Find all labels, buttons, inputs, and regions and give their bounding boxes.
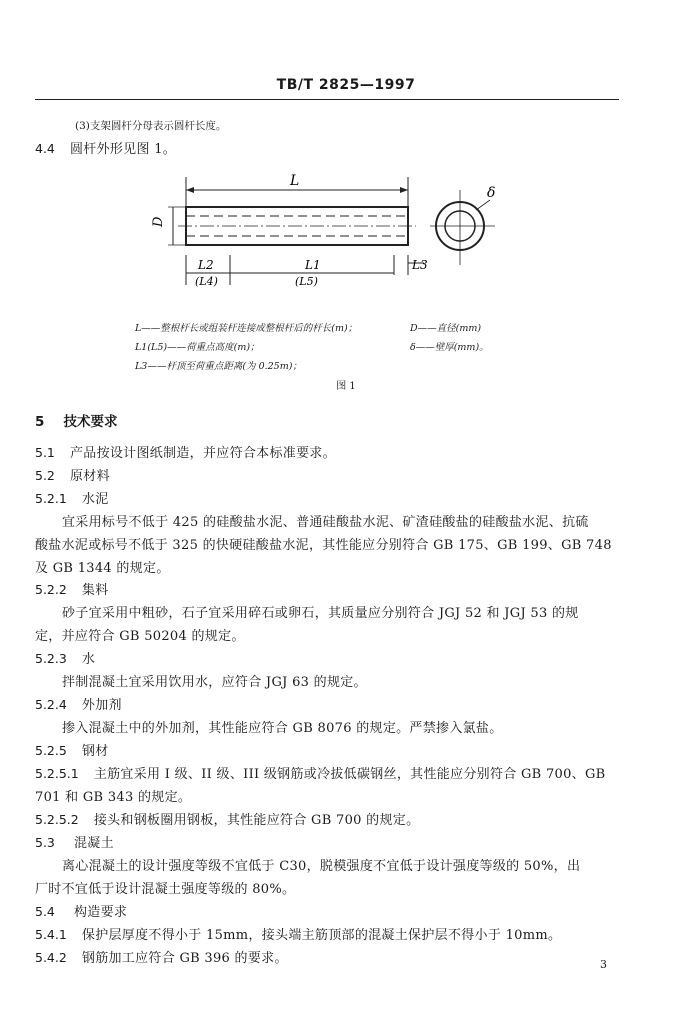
clause-number: 5.3	[35, 835, 55, 850]
clause-text: 原材料	[69, 469, 110, 484]
clause-number: 5.4.2	[35, 950, 67, 965]
clause-4-4	[35, 138, 176, 157]
section-5-heading	[35, 410, 118, 430]
clause-title: 集料	[81, 583, 109, 598]
arrow-icon	[400, 187, 408, 193]
clause-title: 水泥	[81, 492, 109, 507]
legend-D: D——直径(mm)	[410, 323, 482, 334]
label-L4: (L4)	[195, 275, 218, 288]
label-L3: L3	[412, 258, 428, 272]
label-delta: δ	[487, 185, 496, 201]
arrow-icon	[186, 187, 194, 193]
figure-caption: 图 1	[336, 381, 356, 392]
paragraph-line: 及 GB 1344 的规定。	[35, 561, 170, 576]
paragraph-line: 酸盐水泥或标号不低于 325 的快硬硅酸盐水泥，其性能应分别符合 GB 175、GB 199、GB 748	[35, 538, 612, 553]
legend-L: L——整根杆长或组装杆连接成整根杆后的杆长(m)；	[135, 323, 358, 334]
clause-number: 5.1	[35, 445, 55, 460]
clause-number: 5.2.4	[35, 697, 67, 712]
clause-text: 主筋宜采用 I 级、II 级、III 级钢筋或冷拔低碳钢丝，其性能应分别符合 GB 700、GB	[93, 767, 606, 782]
paragraph-line: 701 和 GB 343 的规定。	[35, 790, 192, 805]
label-L: L	[290, 173, 300, 189]
paragraph-line: 定，并应符合 GB 50204 的规定。	[35, 629, 245, 644]
clause-number: 5.2.3	[35, 651, 67, 666]
clause-5-1	[35, 442, 336, 461]
clause-5-4-2	[35, 947, 288, 966]
clause-number: 5.2.5.2	[35, 812, 79, 827]
clause-5-2-3	[35, 648, 95, 667]
paragraph-line: 拌制混凝土宜采用饮用水，应符合 JGJ 63 的规定。	[62, 675, 367, 690]
legend-delta: δ——壁厚(mm)。	[410, 342, 489, 353]
section-number: 5	[35, 414, 45, 430]
paragraph-line: 厂时不宜低于设计混凝土强度等级的 80%。	[35, 882, 296, 897]
leader-delta	[476, 200, 490, 210]
clause-title: 钢材	[81, 744, 109, 759]
clause-title: 混凝土	[73, 836, 114, 851]
figure-1-pole-drawing	[140, 165, 520, 300]
paragraph-line: 宜采用标号不低于 425 的硅酸盐水泥、普通硅酸盐水泥、矿渣硅酸盐的硅酸盐水泥、抗硫	[62, 515, 589, 530]
clause-number: 5.2	[35, 468, 55, 483]
clause-number: 5.4	[35, 904, 55, 919]
legend-L3: L3——杆顶至荷重点距离(为 0.25m)；	[135, 361, 302, 372]
clause-text: 接头和钢板圈用钢板，其性能应符合 GB 700 的规定。	[93, 813, 420, 828]
clause-title: 水	[81, 652, 96, 667]
clause-title: 构造要求	[73, 905, 128, 920]
clause-5-2-4	[35, 694, 122, 713]
clause-number: 5.2.5.1	[35, 766, 79, 781]
clause-text: 保护层厚度不得小于 15mm，接头端主筋顶部的混凝土保护层不得小于 10mm。	[81, 928, 562, 943]
clause-text: 钢筋加工应符合 GB 396 的要求。	[81, 951, 288, 966]
clause-5-2-2	[35, 579, 109, 598]
clause-5-4	[35, 901, 127, 920]
clause-number: 5.2.2	[35, 582, 67, 597]
clause-number: 5.2.1	[35, 491, 67, 506]
label-L2: L2	[198, 258, 214, 272]
paragraph-line: 掺入混凝土中的外加剂，其性能应符合 GB 8076 的规定。严禁掺入氯盐。	[62, 721, 503, 736]
section-title: 技术要求	[63, 414, 118, 430]
clause-number: 4.4	[35, 141, 55, 156]
header-rule	[35, 99, 619, 100]
label-L5: (L5)	[295, 275, 318, 288]
label-D: D	[151, 216, 166, 227]
label-L1: L1	[305, 258, 321, 272]
clause-text: 产品按设计图纸制造，并应符合本标准要求。	[69, 446, 336, 461]
paragraph-line: 砂子宜采用中粗砂，石子宜采用碎石或卵石，其质量应分别符合 JGJ 52 和 JGJ 53 的规	[62, 606, 579, 621]
clause-number: 5.2.5	[35, 743, 67, 758]
clause-5-4-1	[35, 924, 561, 943]
paragraph-line: 离心混凝土的设计强度等级不宜低于 C30，脱模强度不宜低于设计强度等级的 50%，出	[62, 859, 581, 874]
clause-5-2-5-1	[35, 763, 606, 782]
clause-5-3	[35, 832, 114, 851]
clause-5-2	[35, 465, 110, 484]
clause-5-2-1	[35, 488, 109, 507]
clause-5-2-5-2	[35, 809, 419, 828]
document-header: TB/T 2825—1997	[276, 77, 416, 93]
clause-text: 圆杆外形见图 1。	[69, 142, 177, 157]
clause-5-2-5	[35, 740, 109, 759]
page-number: 3	[600, 958, 607, 971]
clause-number: 5.4.1	[35, 927, 67, 942]
note-3: (3)支架圆杆分母表示圆杆长度。	[75, 120, 227, 132]
clause-title: 外加剂	[81, 698, 122, 713]
legend-L1: L1(L5)——荷重点高度(m)；	[135, 342, 260, 353]
